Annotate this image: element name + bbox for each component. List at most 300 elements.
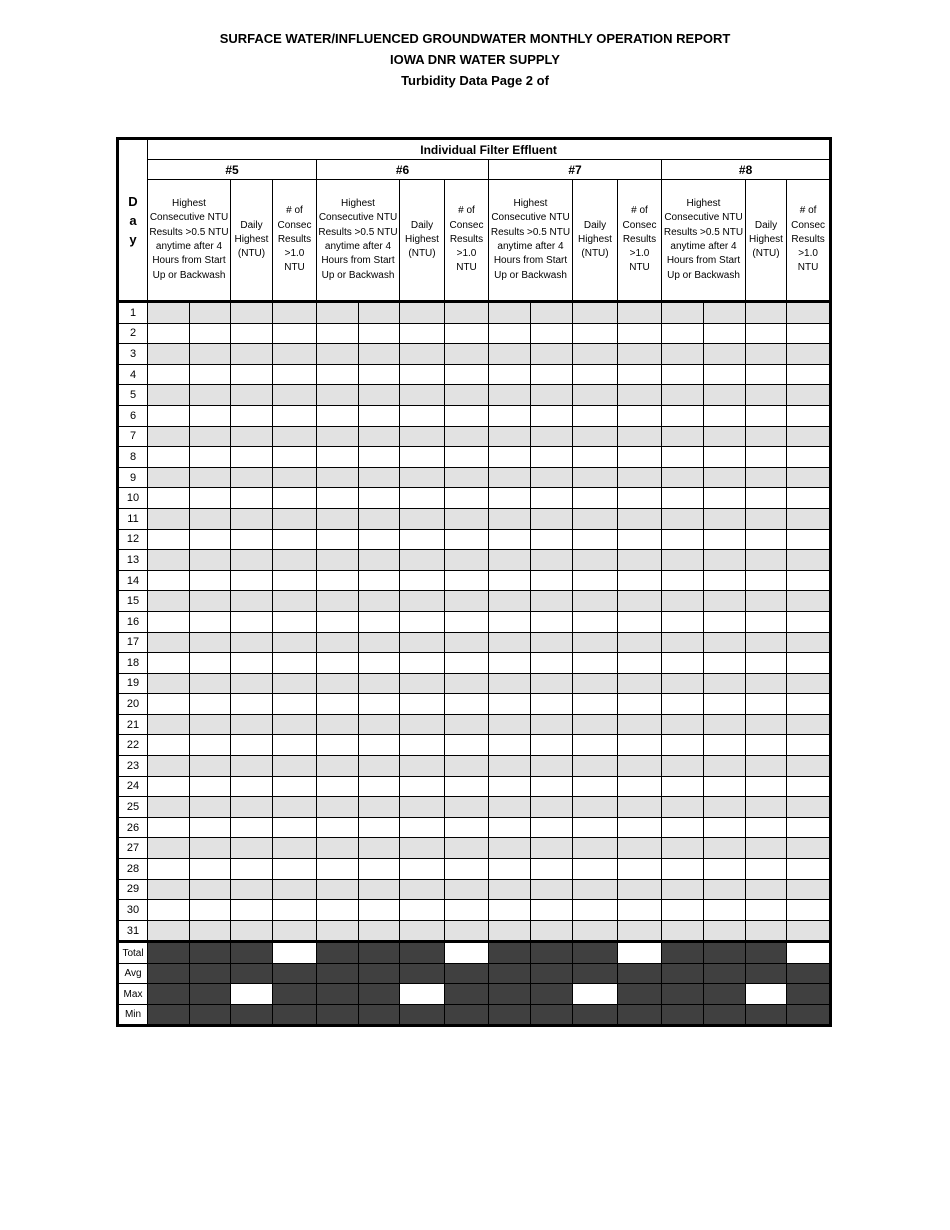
entry-cell[interactable]	[273, 838, 317, 859]
entry-cell[interactable]	[489, 756, 531, 777]
entry-cell[interactable]	[618, 550, 662, 571]
entry-cell[interactable]	[618, 591, 662, 612]
entry-cell[interactable]	[531, 859, 573, 880]
entry-cell[interactable]	[359, 508, 400, 529]
entry-cell[interactable]	[231, 756, 273, 777]
entry-cell[interactable]	[359, 714, 400, 735]
entry-cell[interactable]	[746, 632, 787, 653]
entry-cell[interactable]	[445, 550, 489, 571]
entry-cell[interactable]	[400, 508, 445, 529]
entry-cell[interactable]	[746, 756, 787, 777]
entry-cell[interactable]	[190, 920, 231, 942]
entry-cell[interactable]	[746, 714, 787, 735]
entry-cell[interactable]	[573, 859, 618, 880]
entry-cell[interactable]	[531, 735, 573, 756]
entry-cell[interactable]	[317, 714, 359, 735]
entry-cell[interactable]	[317, 838, 359, 859]
entry-cell[interactable]	[273, 920, 317, 942]
entry-cell[interactable]	[489, 405, 531, 426]
entry-cell[interactable]	[787, 611, 831, 632]
entry-cell[interactable]	[618, 735, 662, 756]
entry-cell[interactable]	[531, 385, 573, 406]
entry-cell[interactable]	[231, 859, 273, 880]
entry-cell[interactable]	[573, 714, 618, 735]
entry-cell[interactable]	[273, 694, 317, 715]
entry-cell[interactable]	[445, 467, 489, 488]
entry-cell[interactable]	[489, 714, 531, 735]
entry-cell[interactable]	[618, 364, 662, 385]
summary-entry-cell[interactable]	[273, 942, 317, 964]
entry-cell[interactable]	[445, 900, 489, 921]
entry-cell[interactable]	[746, 879, 787, 900]
entry-cell[interactable]	[489, 426, 531, 447]
entry-cell[interactable]	[273, 323, 317, 344]
entry-cell[interactable]	[317, 611, 359, 632]
entry-cell[interactable]	[445, 302, 489, 324]
entry-cell[interactable]	[445, 920, 489, 942]
entry-cell[interactable]	[746, 817, 787, 838]
entry-cell[interactable]	[787, 673, 831, 694]
entry-cell[interactable]	[273, 776, 317, 797]
entry-cell[interactable]	[662, 302, 704, 324]
entry-cell[interactable]	[787, 323, 831, 344]
entry-cell[interactable]	[273, 508, 317, 529]
entry-cell[interactable]	[190, 776, 231, 797]
entry-cell[interactable]	[359, 900, 400, 921]
entry-cell[interactable]	[704, 632, 746, 653]
entry-cell[interactable]	[573, 632, 618, 653]
entry-cell[interactable]	[273, 344, 317, 365]
entry-cell[interactable]	[787, 920, 831, 942]
entry-cell[interactable]	[618, 776, 662, 797]
entry-cell[interactable]	[662, 817, 704, 838]
entry-cell[interactable]	[148, 488, 190, 509]
entry-cell[interactable]	[231, 879, 273, 900]
entry-cell[interactable]	[489, 611, 531, 632]
entry-cell[interactable]	[573, 447, 618, 468]
entry-cell[interactable]	[531, 673, 573, 694]
entry-cell[interactable]	[489, 900, 531, 921]
entry-cell[interactable]	[787, 364, 831, 385]
entry-cell[interactable]	[400, 838, 445, 859]
entry-cell[interactable]	[359, 859, 400, 880]
entry-cell[interactable]	[746, 405, 787, 426]
entry-cell[interactable]	[704, 344, 746, 365]
entry-cell[interactable]	[618, 447, 662, 468]
entry-cell[interactable]	[190, 653, 231, 674]
entry-cell[interactable]	[787, 694, 831, 715]
entry-cell[interactable]	[618, 632, 662, 653]
entry-cell[interactable]	[231, 611, 273, 632]
entry-cell[interactable]	[148, 323, 190, 344]
entry-cell[interactable]	[148, 302, 190, 324]
entry-cell[interactable]	[190, 900, 231, 921]
summary-entry-cell[interactable]	[573, 984, 618, 1005]
entry-cell[interactable]	[359, 591, 400, 612]
entry-cell[interactable]	[273, 550, 317, 571]
entry-cell[interactable]	[787, 900, 831, 921]
entry-cell[interactable]	[231, 323, 273, 344]
entry-cell[interactable]	[273, 467, 317, 488]
entry-cell[interactable]	[400, 426, 445, 447]
entry-cell[interactable]	[445, 756, 489, 777]
entry-cell[interactable]	[746, 467, 787, 488]
entry-cell[interactable]	[531, 364, 573, 385]
entry-cell[interactable]	[746, 385, 787, 406]
entry-cell[interactable]	[746, 776, 787, 797]
entry-cell[interactable]	[148, 447, 190, 468]
entry-cell[interactable]	[746, 591, 787, 612]
entry-cell[interactable]	[746, 529, 787, 550]
entry-cell[interactable]	[317, 879, 359, 900]
entry-cell[interactable]	[273, 447, 317, 468]
entry-cell[interactable]	[573, 302, 618, 324]
entry-cell[interactable]	[148, 344, 190, 365]
entry-cell[interactable]	[400, 611, 445, 632]
entry-cell[interactable]	[400, 653, 445, 674]
entry-cell[interactable]	[489, 632, 531, 653]
entry-cell[interactable]	[489, 550, 531, 571]
summary-entry-cell[interactable]	[231, 984, 273, 1005]
entry-cell[interactable]	[445, 714, 489, 735]
entry-cell[interactable]	[231, 447, 273, 468]
entry-cell[interactable]	[231, 302, 273, 324]
entry-cell[interactable]	[531, 508, 573, 529]
entry-cell[interactable]	[746, 859, 787, 880]
entry-cell[interactable]	[231, 673, 273, 694]
entry-cell[interactable]	[704, 302, 746, 324]
entry-cell[interactable]	[359, 529, 400, 550]
entry-cell[interactable]	[359, 673, 400, 694]
entry-cell[interactable]	[746, 344, 787, 365]
entry-cell[interactable]	[273, 797, 317, 818]
entry-cell[interactable]	[573, 570, 618, 591]
entry-cell[interactable]	[317, 405, 359, 426]
entry-cell[interactable]	[445, 426, 489, 447]
entry-cell[interactable]	[489, 920, 531, 942]
entry-cell[interactable]	[489, 817, 531, 838]
entry-cell[interactable]	[704, 611, 746, 632]
entry-cell[interactable]	[148, 508, 190, 529]
entry-cell[interactable]	[489, 797, 531, 818]
entry-cell[interactable]	[273, 859, 317, 880]
entry-cell[interactable]	[148, 838, 190, 859]
entry-cell[interactable]	[273, 364, 317, 385]
entry-cell[interactable]	[662, 838, 704, 859]
entry-cell[interactable]	[445, 570, 489, 591]
entry-cell[interactable]	[190, 323, 231, 344]
entry-cell[interactable]	[704, 817, 746, 838]
entry-cell[interactable]	[445, 879, 489, 900]
entry-cell[interactable]	[359, 735, 400, 756]
entry-cell[interactable]	[273, 632, 317, 653]
entry-cell[interactable]	[531, 900, 573, 921]
entry-cell[interactable]	[317, 859, 359, 880]
entry-cell[interactable]	[231, 344, 273, 365]
entry-cell[interactable]	[359, 920, 400, 942]
entry-cell[interactable]	[445, 653, 489, 674]
entry-cell[interactable]	[273, 817, 317, 838]
entry-cell[interactable]	[662, 467, 704, 488]
entry-cell[interactable]	[359, 488, 400, 509]
entry-cell[interactable]	[489, 694, 531, 715]
entry-cell[interactable]	[489, 302, 531, 324]
entry-cell[interactable]	[746, 323, 787, 344]
entry-cell[interactable]	[662, 797, 704, 818]
entry-cell[interactable]	[400, 591, 445, 612]
entry-cell[interactable]	[359, 344, 400, 365]
entry-cell[interactable]	[531, 632, 573, 653]
entry-cell[interactable]	[662, 426, 704, 447]
entry-cell[interactable]	[704, 529, 746, 550]
entry-cell[interactable]	[148, 817, 190, 838]
entry-cell[interactable]	[190, 405, 231, 426]
entry-cell[interactable]	[317, 508, 359, 529]
entry-cell[interactable]	[148, 797, 190, 818]
entry-cell[interactable]	[489, 364, 531, 385]
entry-cell[interactable]	[531, 591, 573, 612]
entry-cell[interactable]	[148, 570, 190, 591]
entry-cell[interactable]	[531, 302, 573, 324]
entry-cell[interactable]	[704, 447, 746, 468]
entry-cell[interactable]	[662, 508, 704, 529]
entry-cell[interactable]	[400, 570, 445, 591]
entry-cell[interactable]	[787, 879, 831, 900]
entry-cell[interactable]	[573, 364, 618, 385]
entry-cell[interactable]	[231, 405, 273, 426]
entry-cell[interactable]	[148, 714, 190, 735]
entry-cell[interactable]	[273, 405, 317, 426]
entry-cell[interactable]	[317, 570, 359, 591]
entry-cell[interactable]	[231, 920, 273, 942]
entry-cell[interactable]	[400, 302, 445, 324]
entry-cell[interactable]	[317, 673, 359, 694]
entry-cell[interactable]	[231, 364, 273, 385]
entry-cell[interactable]	[531, 694, 573, 715]
entry-cell[interactable]	[704, 323, 746, 344]
entry-cell[interactable]	[400, 714, 445, 735]
entry-cell[interactable]	[662, 756, 704, 777]
entry-cell[interactable]	[445, 797, 489, 818]
entry-cell[interactable]	[400, 879, 445, 900]
entry-cell[interactable]	[359, 302, 400, 324]
entry-cell[interactable]	[190, 364, 231, 385]
entry-cell[interactable]	[787, 426, 831, 447]
entry-cell[interactable]	[445, 859, 489, 880]
entry-cell[interactable]	[317, 900, 359, 921]
entry-cell[interactable]	[190, 529, 231, 550]
entry-cell[interactable]	[531, 426, 573, 447]
entry-cell[interactable]	[445, 611, 489, 632]
entry-cell[interactable]	[190, 859, 231, 880]
entry-cell[interactable]	[400, 405, 445, 426]
entry-cell[interactable]	[618, 426, 662, 447]
entry-cell[interactable]	[400, 756, 445, 777]
entry-cell[interactable]	[662, 920, 704, 942]
entry-cell[interactable]	[618, 714, 662, 735]
entry-cell[interactable]	[787, 570, 831, 591]
entry-cell[interactable]	[148, 920, 190, 942]
entry-cell[interactable]	[662, 694, 704, 715]
entry-cell[interactable]	[746, 570, 787, 591]
entry-cell[interactable]	[489, 447, 531, 468]
entry-cell[interactable]	[317, 591, 359, 612]
entry-cell[interactable]	[618, 570, 662, 591]
entry-cell[interactable]	[531, 838, 573, 859]
entry-cell[interactable]	[704, 570, 746, 591]
entry-cell[interactable]	[573, 385, 618, 406]
entry-cell[interactable]	[148, 735, 190, 756]
entry-cell[interactable]	[704, 364, 746, 385]
entry-cell[interactable]	[400, 797, 445, 818]
entry-cell[interactable]	[190, 550, 231, 571]
entry-cell[interactable]	[704, 838, 746, 859]
entry-cell[interactable]	[618, 694, 662, 715]
summary-entry-cell[interactable]	[400, 984, 445, 1005]
entry-cell[interactable]	[573, 797, 618, 818]
entry-cell[interactable]	[618, 467, 662, 488]
entry-cell[interactable]	[445, 323, 489, 344]
entry-cell[interactable]	[400, 920, 445, 942]
entry-cell[interactable]	[400, 467, 445, 488]
entry-cell[interactable]	[489, 529, 531, 550]
entry-cell[interactable]	[573, 653, 618, 674]
entry-cell[interactable]	[573, 508, 618, 529]
entry-cell[interactable]	[148, 591, 190, 612]
entry-cell[interactable]	[618, 488, 662, 509]
entry-cell[interactable]	[190, 694, 231, 715]
entry-cell[interactable]	[787, 756, 831, 777]
entry-cell[interactable]	[787, 447, 831, 468]
entry-cell[interactable]	[531, 488, 573, 509]
entry-cell[interactable]	[273, 591, 317, 612]
entry-cell[interactable]	[531, 529, 573, 550]
entry-cell[interactable]	[273, 673, 317, 694]
entry-cell[interactable]	[573, 426, 618, 447]
entry-cell[interactable]	[704, 797, 746, 818]
entry-cell[interactable]	[231, 529, 273, 550]
entry-cell[interactable]	[359, 653, 400, 674]
entry-cell[interactable]	[231, 467, 273, 488]
entry-cell[interactable]	[662, 859, 704, 880]
entry-cell[interactable]	[573, 405, 618, 426]
entry-cell[interactable]	[317, 632, 359, 653]
entry-cell[interactable]	[704, 591, 746, 612]
entry-cell[interactable]	[573, 467, 618, 488]
entry-cell[interactable]	[445, 632, 489, 653]
entry-cell[interactable]	[317, 550, 359, 571]
entry-cell[interactable]	[148, 756, 190, 777]
entry-cell[interactable]	[662, 714, 704, 735]
entry-cell[interactable]	[445, 529, 489, 550]
entry-cell[interactable]	[704, 756, 746, 777]
summary-entry-cell[interactable]	[746, 984, 787, 1005]
entry-cell[interactable]	[662, 653, 704, 674]
entry-cell[interactable]	[359, 611, 400, 632]
entry-cell[interactable]	[190, 426, 231, 447]
entry-cell[interactable]	[317, 323, 359, 344]
entry-cell[interactable]	[618, 900, 662, 921]
entry-cell[interactable]	[317, 426, 359, 447]
entry-cell[interactable]	[317, 920, 359, 942]
entry-cell[interactable]	[704, 488, 746, 509]
entry-cell[interactable]	[787, 817, 831, 838]
entry-cell[interactable]	[317, 488, 359, 509]
entry-cell[interactable]	[445, 776, 489, 797]
entry-cell[interactable]	[231, 426, 273, 447]
entry-cell[interactable]	[573, 817, 618, 838]
entry-cell[interactable]	[317, 797, 359, 818]
entry-cell[interactable]	[359, 467, 400, 488]
entry-cell[interactable]	[273, 488, 317, 509]
entry-cell[interactable]	[273, 756, 317, 777]
entry-cell[interactable]	[573, 344, 618, 365]
entry-cell[interactable]	[359, 694, 400, 715]
entry-cell[interactable]	[317, 467, 359, 488]
entry-cell[interactable]	[573, 550, 618, 571]
entry-cell[interactable]	[445, 508, 489, 529]
entry-cell[interactable]	[317, 735, 359, 756]
entry-cell[interactable]	[746, 447, 787, 468]
entry-cell[interactable]	[400, 344, 445, 365]
entry-cell[interactable]	[231, 488, 273, 509]
entry-cell[interactable]	[190, 302, 231, 324]
entry-cell[interactable]	[190, 467, 231, 488]
entry-cell[interactable]	[190, 508, 231, 529]
entry-cell[interactable]	[190, 735, 231, 756]
entry-cell[interactable]	[704, 653, 746, 674]
entry-cell[interactable]	[787, 838, 831, 859]
entry-cell[interactable]	[445, 838, 489, 859]
entry-cell[interactable]	[704, 673, 746, 694]
entry-cell[interactable]	[704, 714, 746, 735]
entry-cell[interactable]	[618, 756, 662, 777]
entry-cell[interactable]	[787, 488, 831, 509]
entry-cell[interactable]	[231, 838, 273, 859]
entry-cell[interactable]	[400, 550, 445, 571]
entry-cell[interactable]	[231, 900, 273, 921]
entry-cell[interactable]	[662, 385, 704, 406]
entry-cell[interactable]	[787, 632, 831, 653]
entry-cell[interactable]	[662, 632, 704, 653]
entry-cell[interactable]	[662, 900, 704, 921]
entry-cell[interactable]	[489, 344, 531, 365]
entry-cell[interactable]	[489, 653, 531, 674]
entry-cell[interactable]	[273, 611, 317, 632]
entry-cell[interactable]	[489, 323, 531, 344]
entry-cell[interactable]	[746, 302, 787, 324]
entry-cell[interactable]	[489, 591, 531, 612]
entry-cell[interactable]	[662, 735, 704, 756]
entry-cell[interactable]	[787, 653, 831, 674]
entry-cell[interactable]	[190, 714, 231, 735]
entry-cell[interactable]	[704, 467, 746, 488]
entry-cell[interactable]	[359, 838, 400, 859]
entry-cell[interactable]	[746, 838, 787, 859]
entry-cell[interactable]	[531, 344, 573, 365]
entry-cell[interactable]	[489, 385, 531, 406]
entry-cell[interactable]	[704, 426, 746, 447]
entry-cell[interactable]	[273, 900, 317, 921]
entry-cell[interactable]	[359, 550, 400, 571]
entry-cell[interactable]	[317, 694, 359, 715]
entry-cell[interactable]	[746, 920, 787, 942]
entry-cell[interactable]	[618, 385, 662, 406]
entry-cell[interactable]	[231, 632, 273, 653]
entry-cell[interactable]	[273, 426, 317, 447]
entry-cell[interactable]	[190, 632, 231, 653]
entry-cell[interactable]	[787, 508, 831, 529]
